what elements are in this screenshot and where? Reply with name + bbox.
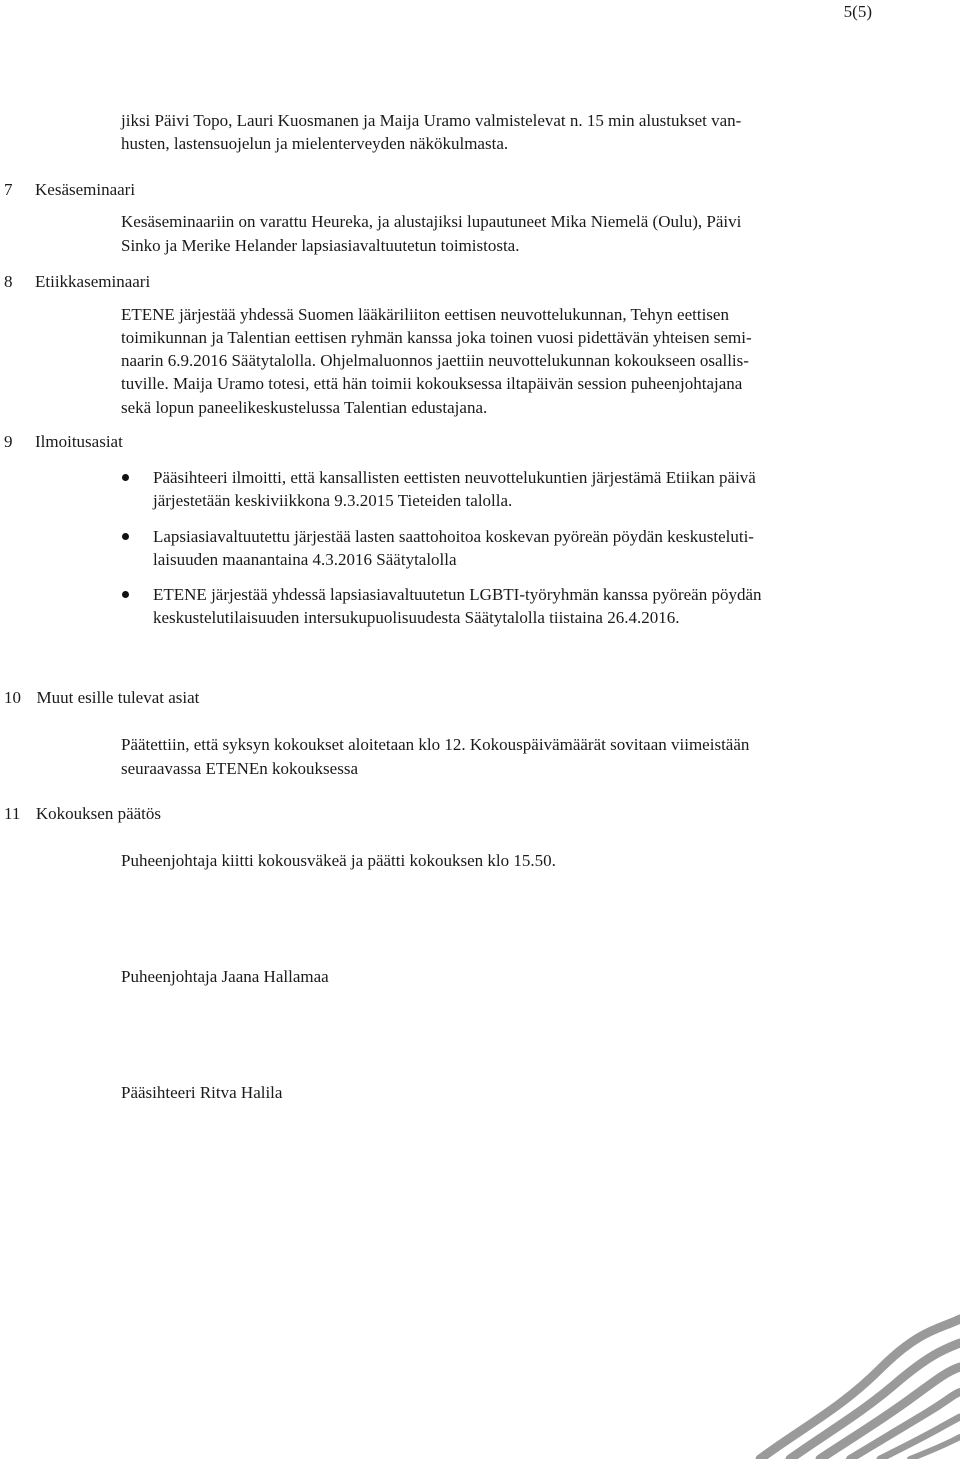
section-title: Muut esille tulevat asiat (36, 688, 200, 707)
section-11-line-1: Puheenjohtaja kiitti kokousväkeä ja päätti kokouksen klo 15.50. (121, 851, 556, 870)
section-8-line-3: naarin 6.9.2016 Säätytalolla. Ohjelmaluonnos jaettiin neuvottelukunnan kokoukseen osallis- (121, 351, 749, 370)
section-7-line-2: Sinko ja Merike Helander lapsiasiavaltuutetun toimistosta. (121, 236, 520, 255)
bullet-icon (122, 533, 129, 540)
section-title: Ilmoitusasiat (35, 432, 123, 451)
section-number: 7 (4, 180, 13, 199)
bullet-3-line-2: keskustelutilaisuuden intersukupuolisuudesta Säätytalolla tiistaina 26.4.2016. (153, 608, 680, 627)
section-10-line-2: seuraavassa ETENEn kokouksessa (121, 759, 358, 778)
bullet-2-line-1: Lapsiasiavaltuutettu järjestää lasten saattohoitoa koskevan pyöreän pöydän keskusteluti- (153, 527, 754, 546)
intro-line-2: husten, lastensuojelun ja mielenterveyden näkökulmasta. (121, 134, 509, 153)
page-number: 5(5) (843, 2, 872, 21)
section-11-heading (4, 802, 161, 825)
section-8-line-4: tuville. Maija Uramo totesi, että hän toimii kokouksessa iltapäivän session puheenjohtajana (121, 374, 743, 393)
section-number: 8 (4, 272, 13, 291)
intro-line-1: jiksi Päivi Topo, Lauri Kuosmanen ja Maija Uramo valmistelevat n. 15 min alustukset van- (121, 111, 742, 130)
bullet-2-line-2: laisuuden maanantaina 4.3.2016 Säätytalolla (153, 550, 457, 569)
section-number: 10 (4, 688, 21, 707)
section-9-heading (4, 430, 123, 453)
section-title: Kokouksen päätös (35, 804, 161, 823)
bullet-icon (122, 591, 129, 598)
bullet-icon (122, 474, 129, 481)
section-8-line-2: toimikunnan ja Talentian eettisen ryhmän kanssa joka toinen vuosi pidettävän yhteisen semi- (121, 328, 752, 347)
section-7-heading (4, 178, 135, 201)
section-10-heading (4, 686, 199, 709)
bullet-1-line-1: Pääsihteeri ilmoitti, että kansallisten eettisten neuvottelukuntien järjestämä Etiikan päivä (153, 468, 756, 487)
signature-secretary: Pääsihteeri Ritva Halila (121, 1083, 283, 1102)
section-8-line-1: ETENE järjestää yhdessä Suomen lääkäriliiton eettisen neuvottelukunnan, Tehyn eettisen (121, 305, 729, 324)
bullet-1-line-2: järjestetään keskiviikkona 9.3.2015 Tieteiden talolla. (153, 491, 513, 510)
signature-chair: Puheenjohtaja Jaana Hallamaa (121, 967, 329, 986)
section-number: 9 (4, 432, 13, 451)
section-8-heading (4, 270, 150, 293)
section-title: Etiikkaseminaari (35, 272, 151, 291)
wave-decoration (720, 1299, 960, 1459)
section-7-line-1: Kesäseminaariin on varattu Heureka, ja alustajiksi lupautuneet Mika Niemelä (Oulu), Päivi (121, 212, 742, 231)
section-10-line-1: Päätettiin, että syksyn kokoukset aloitetaan klo 12. Kokouspäivämäärät sovitaan viimeistään (121, 735, 750, 754)
section-title: Kesäseminaari (35, 180, 136, 199)
bullet-3-line-1: ETENE järjestää yhdessä lapsiasiavaltuutetun LGBTI-työryhmän kanssa pyöreän pöydän (153, 585, 762, 604)
section-8-line-5: sekä lopun paneelikeskustelussa Talentian edustajana. (121, 398, 488, 417)
section-number: 11 (4, 804, 21, 823)
